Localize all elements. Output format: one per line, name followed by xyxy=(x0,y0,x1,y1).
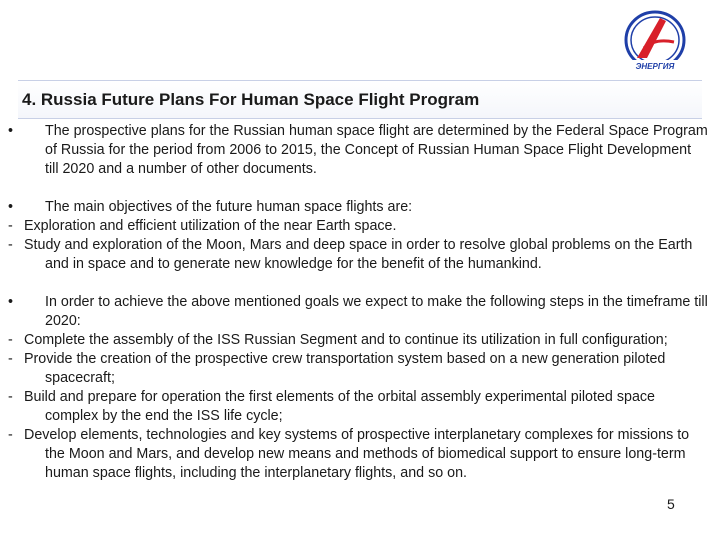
plans-paragraph xyxy=(8,122,708,179)
steps-lead xyxy=(8,293,708,331)
objectives-lead-text: The main objectives of the future human space flights are: xyxy=(45,199,413,215)
energia-logo-graphic xyxy=(622,8,688,74)
bullet-icon: • xyxy=(8,294,14,310)
objective-item: - Exploration and efficient utilization of the near Earth space. xyxy=(8,218,397,234)
svg-text:ЭНЕРГИЯ: ЭНЕРГИЯ xyxy=(635,62,675,71)
energia-logo xyxy=(622,8,688,74)
bullet-icon: • xyxy=(8,123,14,139)
page-number: 5 xyxy=(667,496,675,512)
objective-item: - Study and exploration of the Moon, Mars and deep space in order to resolve global problems on the Earth and in space and to generate new knowledge for the benefit of the humankind. xyxy=(8,237,693,272)
step-item: - Develop elements, technologies and key systems of prospective interplanetary complexes for missions to the Moon and Mars, and develop new means and methods of biomedical support to ensure long-term human space flights, including the interplanetary flights, and so on. xyxy=(8,427,690,481)
slide-body xyxy=(8,122,708,483)
step-item: - Build and prepare for operation the first elements of the orbital assembly experimental piloted space complex by the end the ISS life cycle; xyxy=(8,389,656,424)
step-item: - Provide the creation of the prospective crew transportation system based on a new generation piloted spacecraft; xyxy=(8,351,666,386)
plans-text: The prospective plans for the Russian human space flight are determined by the Federal Space Program of Russia for the period from 2006 to 2015, the Concept of Russian Human Space Flight Development till 2020 and a number of other documents. xyxy=(45,123,708,177)
objectives-lead xyxy=(8,198,708,217)
page-title: 4. Russia Future Plans For Human Space Flight Program xyxy=(22,90,480,109)
step-item: - Complete the assembly of the ISS Russian Segment and to continue its utilization in full configuration; xyxy=(8,332,668,348)
steps-lead-text: In order to achieve the above mentioned goals we expect to make the following steps in the timeframe till 2020: xyxy=(45,294,708,329)
bullet-icon: • xyxy=(8,199,14,215)
